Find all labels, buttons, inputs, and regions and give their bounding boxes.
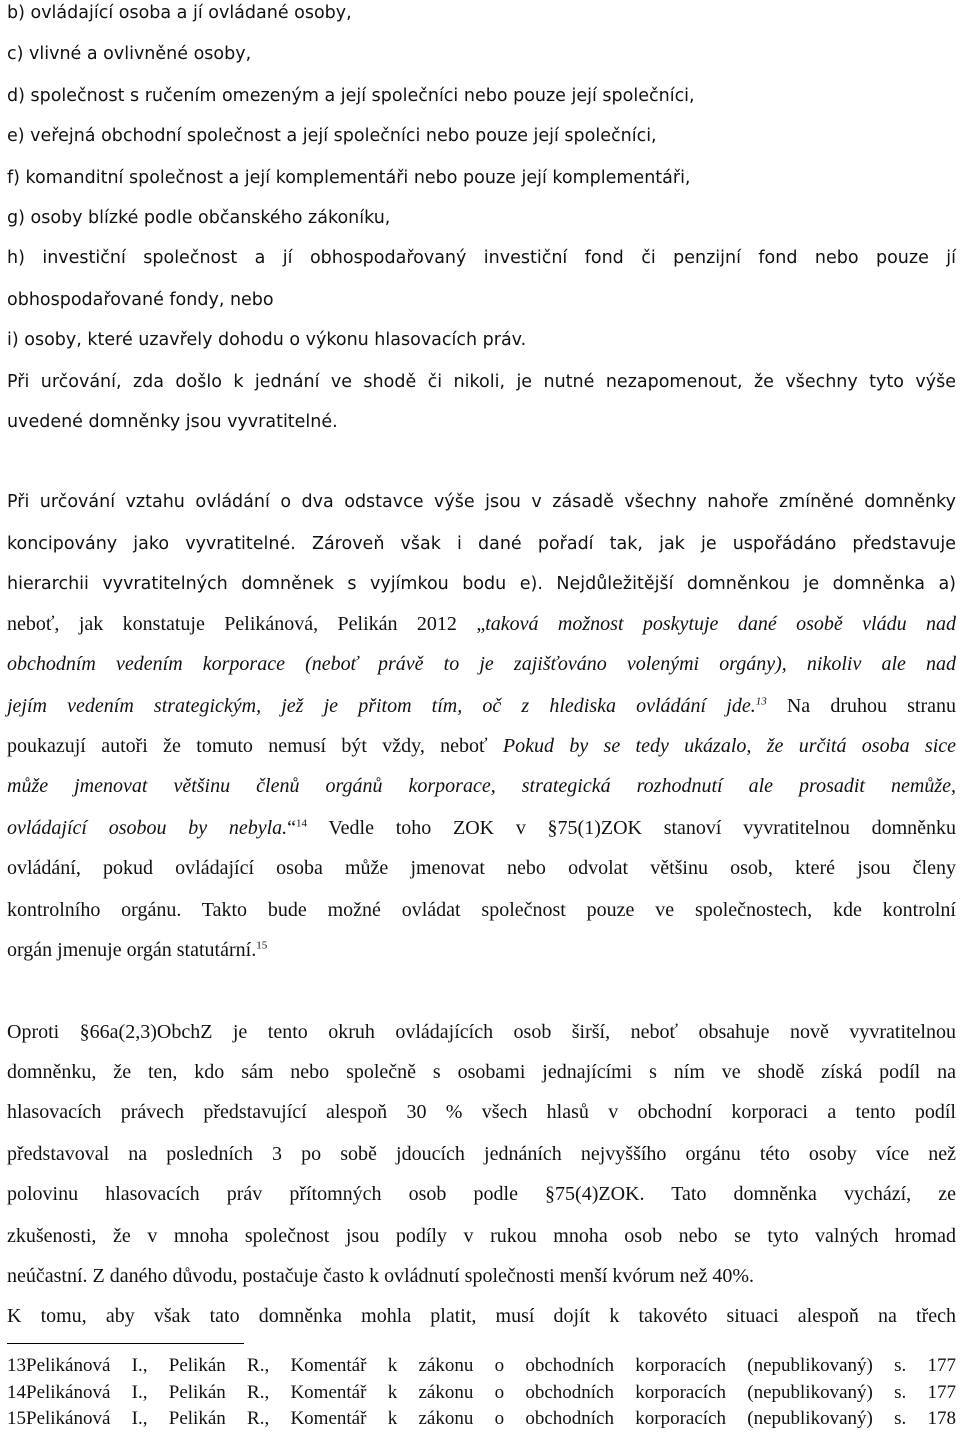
para3-line8: K tomu, aby však tato domněnka mohla platit, musí dojít k takovéto situaci alespoň na třech bbox=[7, 1305, 956, 1327]
para2-line5-quote: obchodním vedením korporace (neboť právě to je zajišťováno volenými orgány), nikoliv ale nad bbox=[7, 653, 956, 675]
para2-line8 bbox=[7, 774, 956, 798]
footnote-ref-14[interactable]: 14 bbox=[296, 817, 308, 830]
para2-line9-closing-quote: “ bbox=[287, 817, 297, 839]
list-item-h-cont: obhospodařované fondy, nebo bbox=[7, 290, 274, 310]
footnote-15: 15Pelikánová I., Pelikán R., Komentář k zákonu o obchodních korporacích (nepublikovaný) s. 178 bbox=[7, 1408, 956, 1429]
para2-line1: Při určování vztahu ovládání o dva odstavce výše jsou v zásadě všechny nahoře zmíněné domněnky bbox=[7, 492, 956, 512]
para3-line1: Oproti §66a(2,3)ObchZ je tento okruh ovládajících osob širší, neboť obsahuje nově vyvratitelnou bbox=[7, 1021, 956, 1043]
para2-line2 bbox=[7, 532, 956, 556]
list-item-i: i) osoby, které uzavřely dohodu o výkonu hlasovacích práv. bbox=[7, 330, 527, 350]
para2-line7 bbox=[7, 734, 956, 758]
para1-line1: Při určování, zda došlo k jednání ve shodě či nikoli, je nutné nezapomenout, že všechny tyto výše bbox=[7, 372, 956, 392]
list-item-g: g) osoby blízké podle občanského zákoníku, bbox=[7, 208, 391, 228]
para2-line6 bbox=[7, 694, 956, 718]
para3-line6: zkušenosti, že v mnoha společnost jsou podíly v rukou mnoha osob nebo se tyto valných hromad bbox=[7, 1225, 956, 1247]
para2-line7-quote: Pokud by se tedy ukázalo, že určitá osoba sice bbox=[502, 735, 956, 757]
para3-line4: představoval na posledních 3 po sobě jdoucích jednáních nejvyššího orgánu této osoby více než bbox=[7, 1143, 956, 1165]
para3-line2: domněnku, že ten, kdo sám nebo společně s osobami jednajícími s ním ve shodě získá podíl na bbox=[7, 1061, 956, 1083]
list-item-d: d) společnost s ručením omezeným a její společníci nebo pouze její společníci, bbox=[7, 86, 695, 106]
para2-line12 bbox=[7, 938, 956, 962]
list-item-b: b) ovládající osoba a jí ovládané osoby, bbox=[7, 3, 352, 23]
para2-line4 bbox=[7, 612, 956, 636]
para1-line2: uvedené domněnky jsou vyvratitelné. bbox=[7, 412, 338, 432]
para2-line9-regular: Vedle toho ZOK v §75(1)ZOK stanoví vyvratitelnou domněnku bbox=[328, 817, 957, 839]
para3-line5: polovinu hlasovacích práv přítomných osob podle §75(4)ZOK. Tato domněnka vychází, ze bbox=[7, 1183, 956, 1205]
para2-line4-regular: neboť, jak konstatuje Pelikánová, Pelikán 2012 „ bbox=[7, 613, 486, 635]
para2-line11: kontrolního orgánu. Takto bude možné ovládat společnost pouze ve společnostech, kde kontrolní bbox=[7, 899, 956, 921]
para2-line6-regular: Na druhou stranu bbox=[786, 695, 957, 717]
footnote-separator bbox=[7, 1343, 244, 1344]
para2-line9 bbox=[7, 816, 956, 840]
para2-line8-quote: může jmenovat většinu členů orgánů korporace, strategická rozhodnutí ale prosadit nemůže, bbox=[7, 775, 956, 797]
para2-line7-regular: poukazují autoři že tomuto nemusí být vždy, neboť bbox=[7, 735, 488, 757]
list-item-c: c) vlivné a ovlivněné osoby, bbox=[7, 44, 252, 64]
footnote-13: 13Pelikánová I., Pelikán R., Komentář k zákonu o obchodních korporacích (nepublikovaný) s. 177 bbox=[7, 1355, 956, 1376]
para3-line3: hlasovacích právech představující alespoň 30 % všech hlasů v obchodní korporaci a tento podíl bbox=[7, 1101, 956, 1123]
footnote-ref-15[interactable]: 15 bbox=[256, 939, 268, 952]
para3-line7: neúčastní. Z daného důvodu, postačuje často k ovládnutí společnosti menší kvórum než 40%. bbox=[7, 1265, 755, 1287]
para2-line10: ovládání, pokud ovládající osoba může jmenovat nebo odvolat většinu osob, které jsou členy bbox=[7, 857, 956, 879]
footnote-ref-13[interactable]: 13 bbox=[755, 695, 767, 708]
list-item-f: f) komanditní společnost a její komplementáři nebo pouze její komplementáři, bbox=[7, 168, 691, 188]
list-item-e: e) veřejná obchodní společnost a její společníci nebo pouze její společníci, bbox=[7, 126, 657, 146]
para2-line3: hierarchii vyvratitelných domněnek s vyjímkou bodu e). Nejdůležitější domněnkou je domněnka a) bbox=[7, 574, 956, 594]
para2-line2-text: koncipovány jako vyvratitelné. Zároveň však i dané pořadí tak, jak je uspořádáno představuje bbox=[7, 534, 956, 554]
para2-line4-quote: taková možnost poskytuje dané osobě vládu nad bbox=[485, 613, 957, 635]
footnote-14: 14Pelikánová I., Pelikán R., Komentář k zákonu o obchodních korporacích (nepublikovaný) s. 177 bbox=[7, 1382, 956, 1403]
para2-line9-quote: ovládající osobou by nebyla. bbox=[7, 817, 288, 839]
para2-line12-regular: orgán jmenuje orgán statutární. bbox=[7, 939, 257, 961]
list-item-h: h) investiční společnost a jí obhospodařovaný investiční fond či penzijní fond nebo pouze jí bbox=[7, 248, 956, 268]
para2-line5 bbox=[7, 652, 956, 676]
para2-line6-quote: jejím vedením strategickým, jež je přitom tím, oč z hlediska ovládání jde. bbox=[7, 695, 756, 717]
